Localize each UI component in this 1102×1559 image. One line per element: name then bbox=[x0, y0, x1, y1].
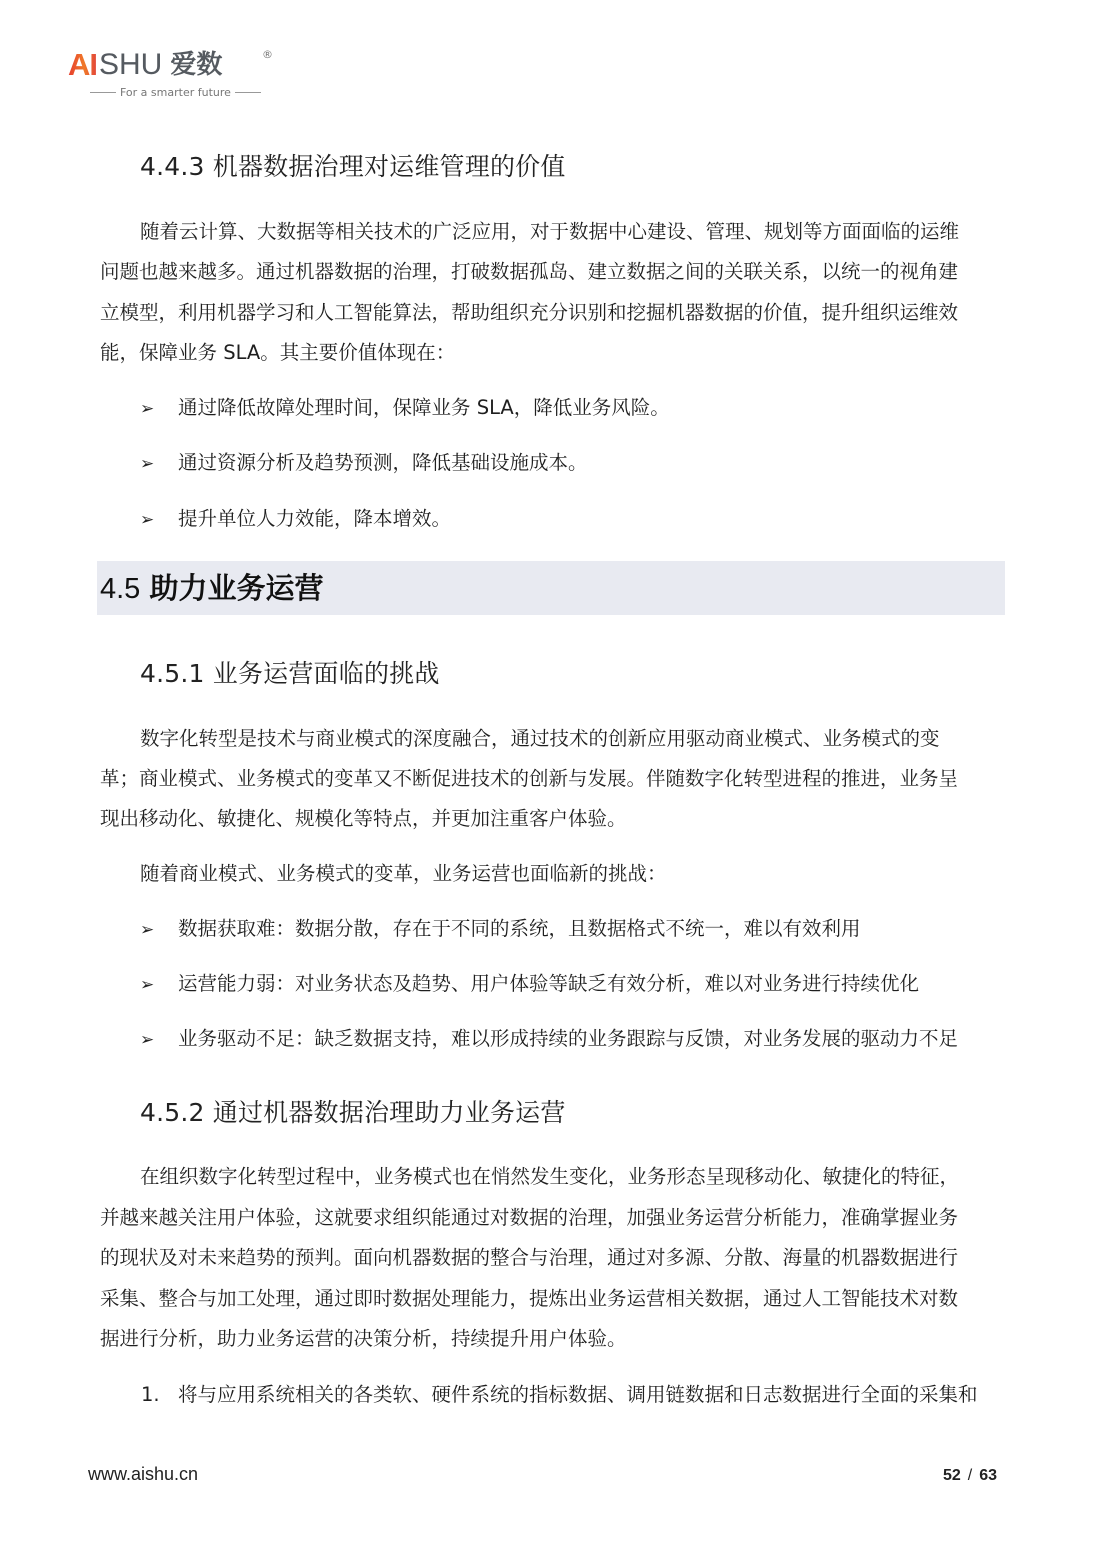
paragraph-line: 数字化转型是技术与商业模式的深度融合，通过技术的创新应用驱动商业模式、业务模式的变 bbox=[140, 727, 940, 750]
arrow-bullet-icon: ➢ bbox=[140, 975, 155, 995]
arrow-bullet-icon: ➢ bbox=[140, 1030, 155, 1050]
logo-tagline bbox=[86, 86, 265, 99]
tagline-text: For a smarter future bbox=[120, 86, 231, 99]
arrow-bullet-icon: ➢ bbox=[140, 510, 155, 530]
tagline-rule-right bbox=[235, 92, 261, 93]
paragraph-line: 现出移动化、敏捷化、规模化等特点，并更加注重客户体验。 bbox=[100, 807, 627, 830]
paragraph-line: 在组织数字化转型过程中，业务模式也在悄然发生变化，业务形态呈现移动化、敏捷化的特征， bbox=[140, 1165, 960, 1188]
paragraph-line: 并越来越关注用户体验，这就要求组织能通过对数据的治理，加强业务运营分析能力，准确掌握业务 bbox=[100, 1206, 959, 1229]
paragraph-line: 革；商业模式、业务模式的变革又不断促进技术的创新与发展。伴随数字化转型进程的推进，业务呈 bbox=[100, 767, 959, 790]
page-current: 52 bbox=[943, 1467, 961, 1484]
heading-4-4-3: 4.4.3 机器数据治理对运维管理的价值 bbox=[140, 152, 566, 181]
paragraph-line: 能，保障业务 SLA。其主要价值体现在： bbox=[100, 341, 456, 364]
arrow-bullet-icon: ➢ bbox=[140, 920, 155, 940]
bullet-item: 提升单位人力效能，降本增效。 bbox=[178, 507, 452, 530]
logo-wordmark bbox=[68, 48, 222, 82]
heading-4-5 bbox=[100, 570, 324, 607]
logo-shu: SHU bbox=[99, 48, 163, 81]
heading-4-5-2: 4.5.2 通过机器数据治理助力业务运营 bbox=[140, 1098, 566, 1127]
heading-4-5-title: 助力业务运营 bbox=[149, 571, 324, 605]
bullet-item: 数据获取难：数据分散，存在于不同的系统，且数据格式不统一，难以有效利用 bbox=[178, 917, 861, 940]
paragraph-line: 随着云计算、大数据等相关技术的广泛应用，对于数据中心建设、管理、规划等方面面临的运维 bbox=[140, 220, 960, 243]
aishu-logo bbox=[68, 48, 278, 104]
numbered-item-label: 1. bbox=[141, 1383, 160, 1406]
registered-mark-icon: ® bbox=[262, 48, 273, 61]
footer-website-link[interactable]: www.aishu.cn bbox=[88, 1464, 199, 1484]
page-number bbox=[943, 1467, 997, 1485]
page-total: 63 bbox=[979, 1467, 998, 1484]
tagline-rule-left bbox=[90, 92, 116, 93]
numbered-item-text: 将与应用系统相关的各类软、硬件系统的指标数据、调用链数据和日志数据进行全面的采集和 bbox=[178, 1383, 978, 1406]
arrow-bullet-icon: ➢ bbox=[140, 399, 155, 419]
logo-chinese-name: 爱数 bbox=[170, 50, 223, 80]
paragraph-line: 据进行分析，助力业务运营的决策分析，持续提升用户体验。 bbox=[100, 1327, 627, 1350]
page-separator: / bbox=[967, 1467, 973, 1484]
paragraph-line: 问题也越来越多。通过机器数据的治理，打破数据孤岛、建立数据之间的关联关系，以统一的视角建 bbox=[100, 260, 959, 283]
paragraph-intro: 随着商业模式、业务模式的变革，业务运营也面临新的挑战： bbox=[140, 862, 667, 885]
bullet-item: 通过降低故障处理时间，保障业务 SLA，降低业务风险。 bbox=[178, 396, 670, 419]
arrow-bullet-icon: ➢ bbox=[140, 454, 155, 474]
logo-ai: AI bbox=[68, 47, 97, 82]
paragraph-line: 立模型，利用机器学习和人工智能算法，帮助组织充分识别和挖掘机器数据的价值，提升组织运维效 bbox=[100, 301, 959, 324]
paragraph-line: 采集、整合与加工处理，通过即时数据处理能力，提炼出业务运营相关数据，通过人工智能技术对数 bbox=[100, 1287, 959, 1310]
heading-4-5-number: 4.5 bbox=[100, 573, 141, 605]
bullet-item: 运营能力弱：对业务状态及趋势、用户体验等缺乏有效分析，难以对业务进行持续优化 bbox=[178, 972, 920, 995]
heading-4-5-1: 4.5.1 业务运营面临的挑战 bbox=[140, 659, 440, 688]
bullet-item: 业务驱动不足：缺乏数据支持，难以形成持续的业务跟踪与反馈，对业务发展的驱动力不足 bbox=[178, 1027, 959, 1050]
bullet-item: 通过资源分析及趋势预测，降低基础设施成本。 bbox=[178, 451, 588, 474]
paragraph-line: 的现状及对未来趋势的预判。面向机器数据的整合与治理，通过对多源、分散、海量的机器数据进行 bbox=[100, 1246, 959, 1269]
